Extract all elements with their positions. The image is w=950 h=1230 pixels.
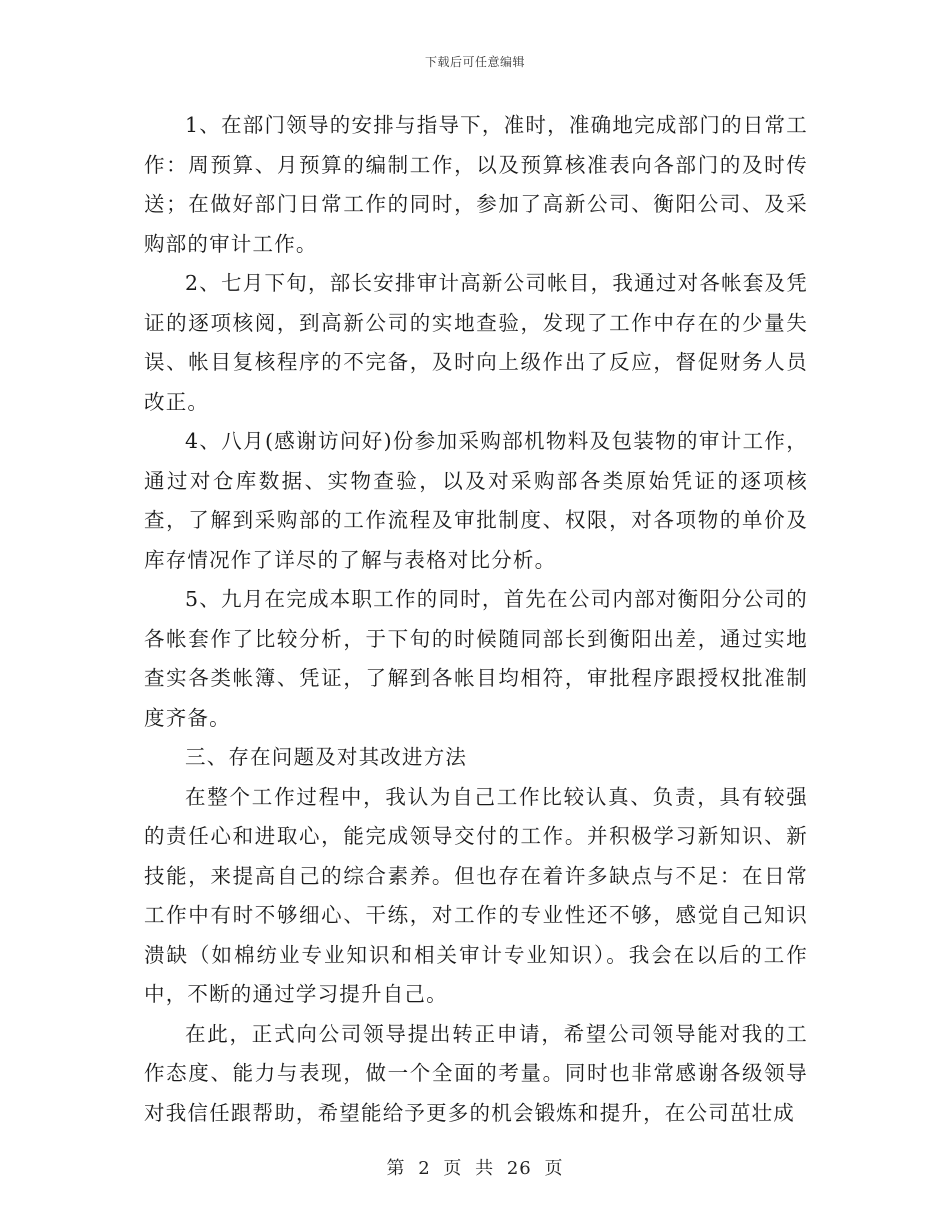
paragraph-self-assessment: 在整个工作过程中，我认为自己工作比较认真、负责，具有较强的责任心和进取心，能完成领导交付的工作。并积极学习新知识、新技能，来提高自己的综合素养。但也存在着许多缺点与不足：在日常工作中有时不够细心、干练，对工作的专业性还不够，感觉自己知识溃缺（如棉纺业专业知识和相关审计专业知识）。我会在以后的工作中，不断的通过学习提升自己。 (144, 784, 808, 1006)
paragraph-item-2: 2、七月下旬，部长安排审计高新公司帐目，我通过对各帐套及凭证的逐项核阅，到高新公司的实地查验，发现了工作中存在的少量失误、帐目复核程序的不完备，及时向上级作出了反应，督促财务人员改正。 (144, 271, 808, 414)
page-header: 下载后可任意编辑 (424, 55, 525, 69)
page-number: 第 2 页 共 26 页 (386, 1158, 564, 1179)
paragraph-item-1: 1、在部门领导的安排与指导下，准时，准确地完成部门的日常工作：周预算、月预算的编制工作，以及预算核准表向各部门的及时传送；在做好部门日常工作的同时，参加了高新公司、衡阳公司、及采购部的审计工作。 (144, 113, 808, 256)
document-body (144, 106, 808, 1133)
paragraph-application: 在此，正式向公司领导提出转正申请，希望公司领导能对我的工作态度、能力与表现，做一个全面的考量。同时也非常感谢各级领导对我信任跟帮助，希望能给予更多的机会锻炼和提升，在公司茁壮成 (144, 1021, 808, 1125)
section-heading-3: 三、存在问题及对其改进方法 (185, 745, 468, 769)
paragraph-item-4: 4、八月(感谢访问好)份参加采购部机物料及包装物的审计工作，通过对仓库数据、实物查验，以及对采购部各类原始凭证的逐项核查，了解到采购部的工作流程及审批制度、权限，对各项物的单价及库存情况作了详尽的了解与表格对比分析。 (144, 429, 808, 572)
paragraph-item-5: 5、九月在完成本职工作的同时，首先在公司内部对衡阳分公司的各帐套作了比较分析，于下旬的时候随同部长到衡阳出差，通过实地查实各类帐簿、凭证，了解到各帐目均相符，审批程序跟授权批准制度齐备。 (144, 587, 808, 730)
